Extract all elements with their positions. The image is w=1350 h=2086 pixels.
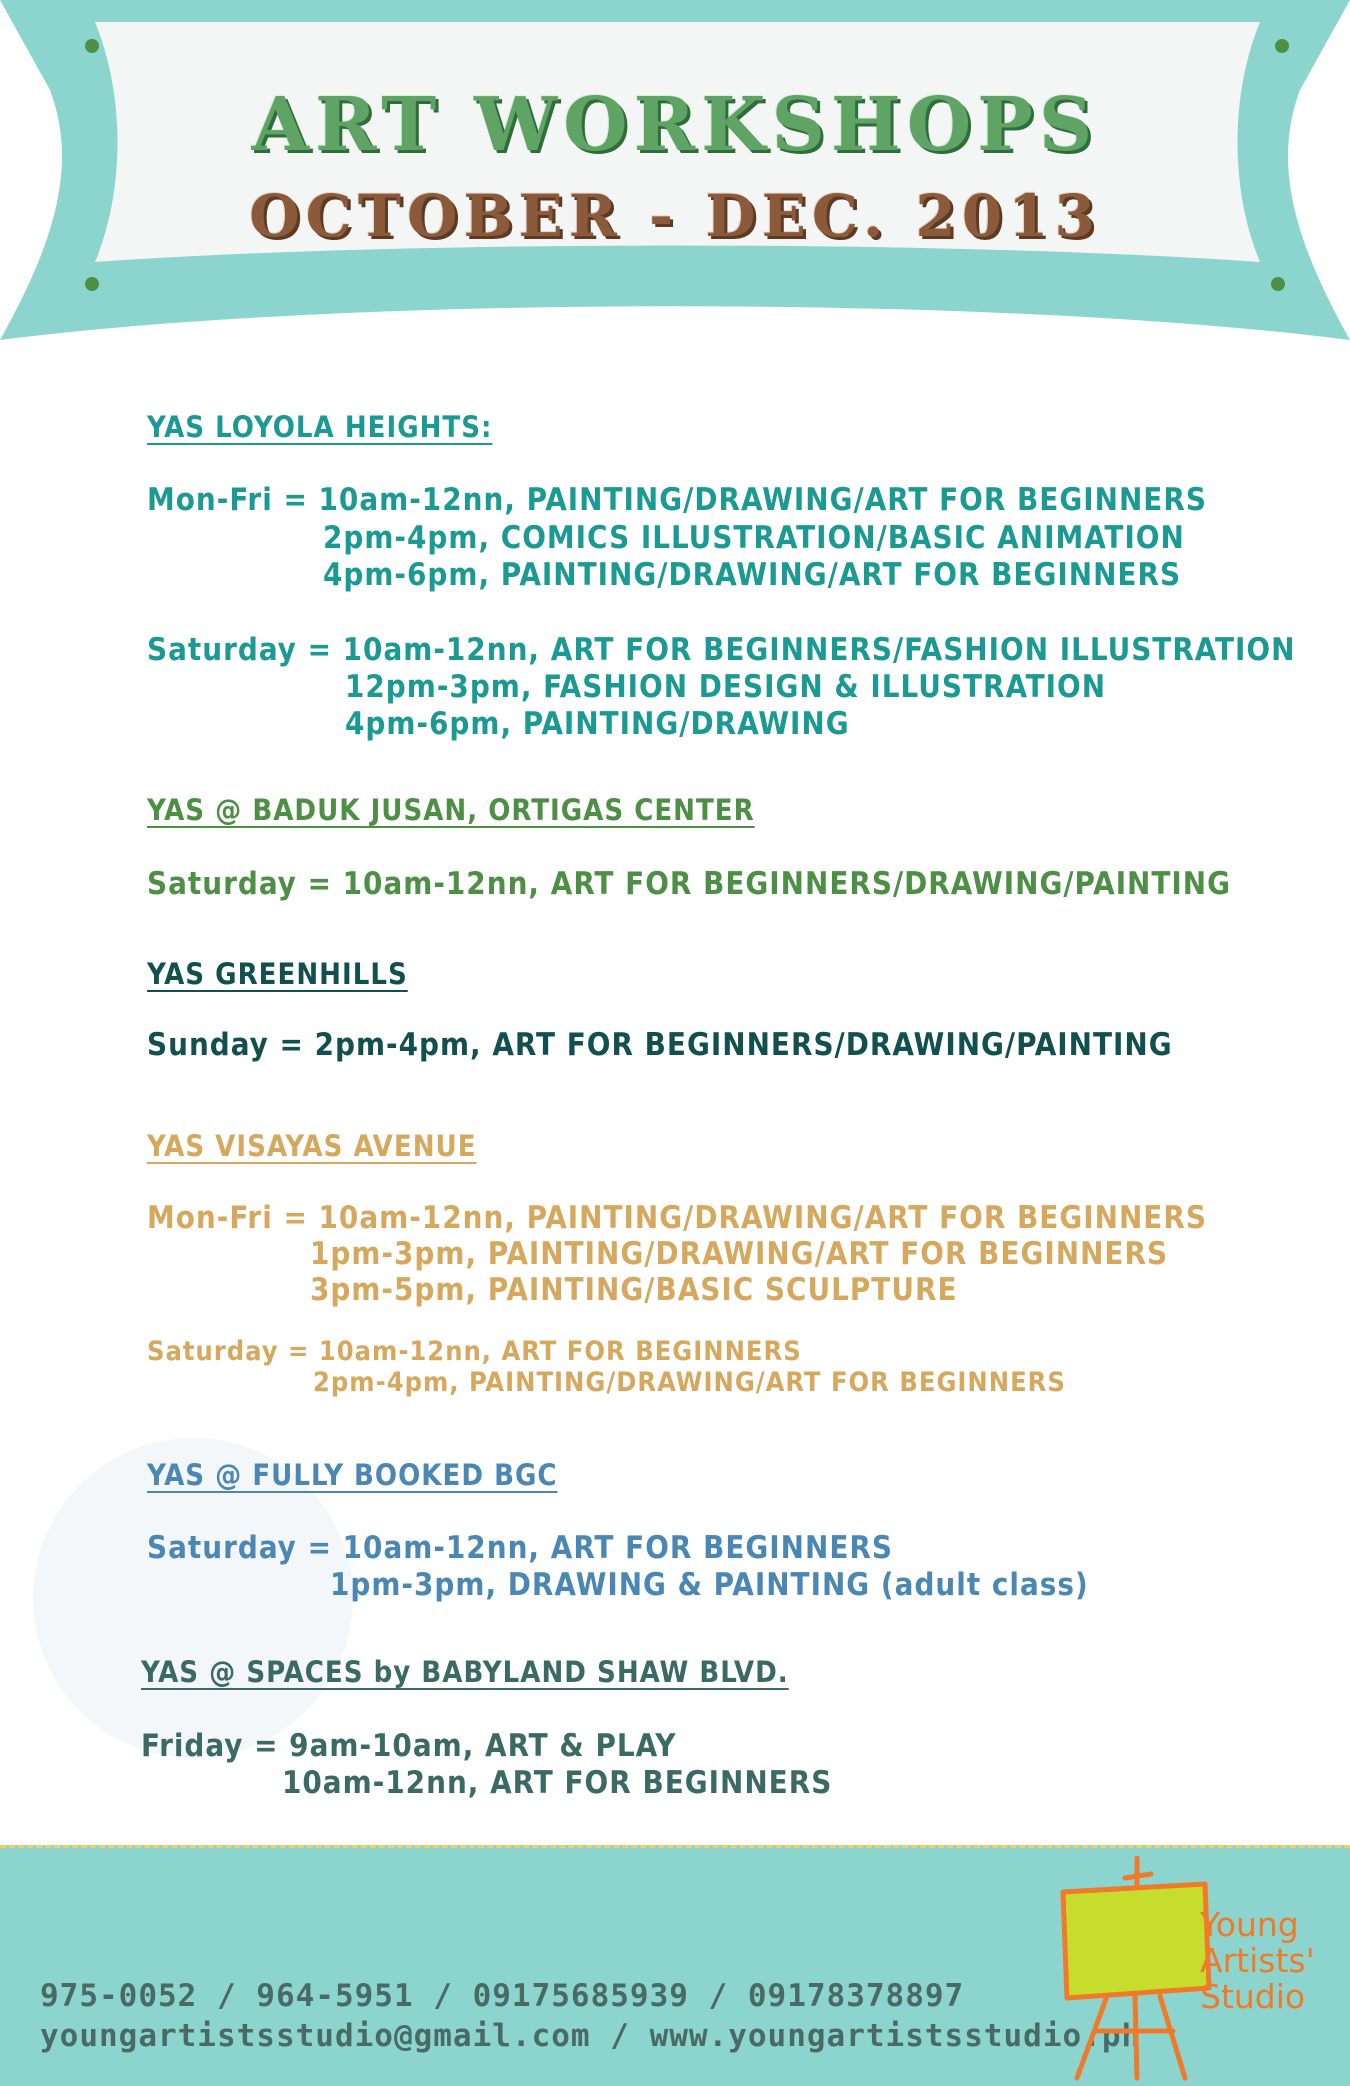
section-heading-baduk: YAS @ BADUK JUSAN, ORTIGAS CENTER bbox=[147, 793, 755, 827]
header-banner bbox=[0, 0, 1350, 345]
contact-phones: 975-0052 / 964-5951 / 09175685939 / 09178378897 bbox=[40, 1978, 965, 2014]
schedule-line: Saturday = 10am-12nn, ART FOR BEGINNERS/DRAWING/PAINTING bbox=[147, 866, 1232, 902]
section-heading-visayas: YAS VISAYAS AVENUE bbox=[147, 1129, 477, 1163]
schedule-line: 1pm-3pm, PAINTING/DRAWING/ART FOR BEGINNERS bbox=[310, 1236, 1169, 1272]
schedule-line: 2pm-4pm, PAINTING/DRAWING/ART FOR BEGINNERS bbox=[313, 1367, 1066, 1398]
section-heading-greenhills: YAS GREENHILLS bbox=[147, 957, 408, 991]
section-heading-bgc: YAS @ FULLY BOOKED BGC bbox=[147, 1458, 558, 1492]
contact-web: youngartistsstudio@gmail.com / www.youngartistsstudio.ph bbox=[40, 2018, 1142, 2054]
page-title: ART WORKSHOPS bbox=[251, 82, 1099, 168]
schedule-line: Mon-Fri = 10am-12nn, PAINTING/DRAWING/ART FOR BEGINNERS bbox=[147, 1200, 1207, 1236]
schedule-line: 1pm-3pm, DRAWING & PAINTING (adult class) bbox=[330, 1567, 1089, 1603]
schedule-line: Friday = 9am-10am, ART & PLAY bbox=[141, 1728, 677, 1764]
logo-text-studio: Studio bbox=[1200, 1977, 1306, 2016]
schedule-line: 2pm-4pm, COMICS ILLUSTRATION/BASIC ANIMATION bbox=[323, 520, 1185, 556]
easel-logo-icon bbox=[1055, 1856, 1215, 2081]
schedule-line: 4pm-6pm, PAINTING/DRAWING/ART FOR BEGINNERS bbox=[323, 557, 1182, 593]
schedule-line: Saturday = 10am-12nn, ART FOR BEGINNERS bbox=[147, 1336, 802, 1367]
page-subtitle: OCTOBER - DEC. 2013 bbox=[249, 182, 1101, 250]
schedule-line: 10am-12nn, ART FOR BEGINNERS bbox=[282, 1765, 833, 1801]
schedule-line: Sunday = 2pm-4pm, ART FOR BEGINNERS/DRAWING/PAINTING bbox=[147, 1027, 1173, 1063]
schedule-line: Saturday = 10am-12nn, ART FOR BEGINNERS/FASHION ILLUSTRATION bbox=[147, 632, 1296, 668]
logo-text-artists: Artists' bbox=[1200, 1941, 1315, 1980]
schedule-line: Mon-Fri = 10am-12nn, PAINTING/DRAWING/ART FOR BEGINNERS bbox=[147, 482, 1207, 518]
logo-text-young: Young bbox=[1200, 1905, 1299, 1944]
section-heading-spaces: YAS @ SPACES by BABYLAND SHAW BLVD. bbox=[141, 1655, 789, 1689]
schedule-line: 4pm-6pm, PAINTING/DRAWING bbox=[345, 706, 850, 742]
schedule-line: Saturday = 10am-12nn, ART FOR BEGINNERS bbox=[147, 1530, 893, 1566]
schedule-line: 3pm-5pm, PAINTING/BASIC SCULPTURE bbox=[310, 1272, 958, 1308]
footer-divider bbox=[0, 1845, 1350, 1848]
section-heading-loyola: YAS LOYOLA HEIGHTS: bbox=[147, 410, 493, 444]
schedule-line: 12pm-3pm, FASHION DESIGN & ILLUSTRATION bbox=[345, 669, 1107, 705]
